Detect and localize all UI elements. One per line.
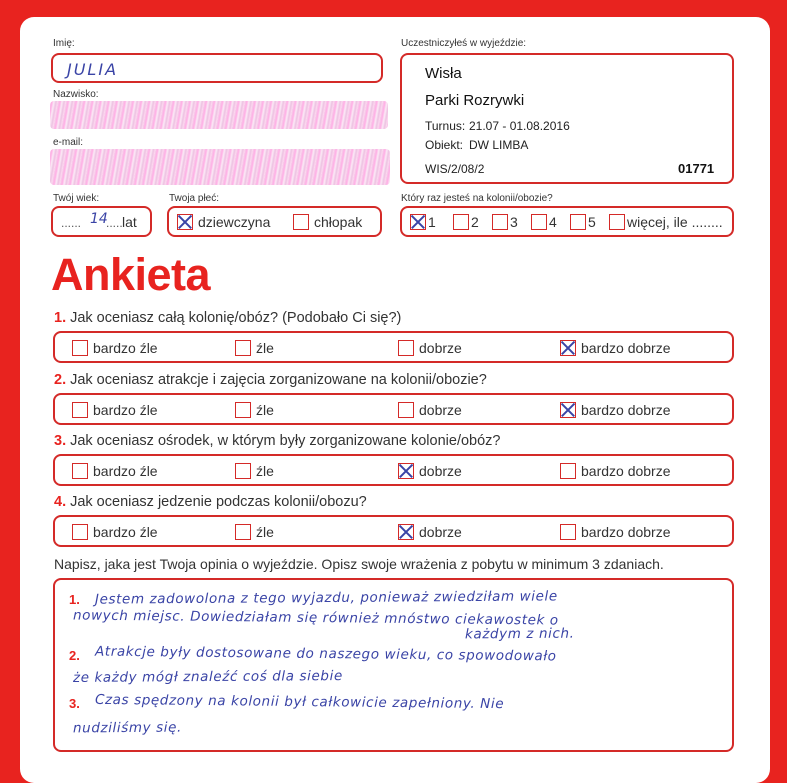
checkbox-times-5[interactable] bbox=[570, 214, 586, 230]
checkbox-times-1[interactable] bbox=[410, 214, 426, 230]
q2-checkbox-dobrze[interactable] bbox=[398, 402, 414, 418]
name-field[interactable] bbox=[51, 53, 383, 83]
opinion-line-number: 2. bbox=[69, 648, 80, 663]
opinion-line-text: Jestem zadowolona z tego wyjazdu, ponieważ zwiedziłam wiele bbox=[94, 588, 558, 608]
opinion-prompt: Napisz, jaka jest Twoja opinia o wyjeździe. Opisz swoje wrażenia z pobytu w minimum 3 zdaniach. bbox=[54, 556, 664, 572]
q2-option-bardzo-zle[interactable] bbox=[72, 401, 158, 419]
q2-checkbox-bardzo-zle[interactable] bbox=[72, 402, 88, 418]
age-dots-right: ..... bbox=[106, 216, 123, 230]
q4-option-zle[interactable] bbox=[235, 523, 274, 541]
q2-option-label: bardzo dobrze bbox=[581, 401, 671, 418]
q1-checkbox-bardzo-dobrze[interactable] bbox=[560, 340, 576, 356]
q2-option-zle[interactable] bbox=[235, 401, 274, 419]
gender-option-girl-label: dziewczyna bbox=[198, 213, 271, 230]
q3-checkbox-zle[interactable] bbox=[235, 463, 251, 479]
q3-checkbox-bardzo-dobrze[interactable] bbox=[560, 463, 576, 479]
question-4 bbox=[54, 494, 367, 510]
trip-name: Parki Rozrywki bbox=[425, 92, 525, 109]
q1-option-bardzo-zle[interactable] bbox=[72, 339, 158, 357]
q1-option-bardzo-dobrze[interactable] bbox=[560, 339, 671, 357]
surname-label: Nazwisko: bbox=[53, 89, 99, 100]
q3-option-label: źle bbox=[256, 462, 274, 479]
q1-option-label: dobrze bbox=[419, 339, 462, 356]
trip-number: 01771 bbox=[678, 161, 715, 176]
q4-checkbox-dobrze[interactable] bbox=[398, 524, 414, 540]
times-option-4-label: 4 bbox=[549, 213, 557, 230]
question-4-options bbox=[53, 515, 734, 547]
question-1 bbox=[54, 310, 401, 326]
q2-checkbox-bardzo-dobrze[interactable] bbox=[560, 402, 576, 418]
question-1-text: Jak oceniasz całą kolonię/obóz? (Podobało Ci się?) bbox=[70, 310, 402, 326]
age-label: Twój wiek: bbox=[53, 193, 100, 204]
gender-field bbox=[167, 206, 382, 237]
q3-option-zle[interactable] bbox=[235, 462, 274, 480]
survey-sheet bbox=[20, 17, 770, 783]
question-1-number: 1. bbox=[54, 310, 67, 326]
q3-option-bardzo-dobrze[interactable] bbox=[560, 462, 671, 480]
times-option-more-label: więcej, ile ........ bbox=[627, 213, 723, 230]
gender-option-boy-label: chłopak bbox=[314, 213, 363, 230]
q1-option-zle[interactable] bbox=[235, 339, 274, 357]
question-1-options bbox=[53, 331, 734, 363]
question-2-number: 2. bbox=[54, 372, 67, 388]
age-value: 14 bbox=[90, 211, 108, 227]
gender-option-boy[interactable] bbox=[293, 213, 362, 231]
question-3 bbox=[54, 433, 500, 449]
q1-option-label: źle bbox=[256, 339, 274, 356]
age-dots-left: ...... bbox=[61, 216, 82, 230]
q4-checkbox-bardzo-zle[interactable] bbox=[72, 524, 88, 540]
q4-checkbox-bardzo-dobrze[interactable] bbox=[560, 524, 576, 540]
opinion-line-text: nudziliśmy się. bbox=[72, 719, 182, 737]
q2-option-dobrze[interactable] bbox=[398, 401, 462, 419]
q4-option-bardzo-zle[interactable] bbox=[72, 523, 158, 541]
gender-option-girl[interactable] bbox=[177, 213, 270, 231]
turnus-value: 21.07 - 01.08.2016 bbox=[469, 119, 570, 133]
times-option-2[interactable] bbox=[453, 213, 479, 231]
q3-checkbox-dobrze[interactable] bbox=[398, 463, 414, 479]
trip-place: Wisła bbox=[425, 65, 462, 82]
checkbox-times-more[interactable] bbox=[609, 214, 625, 230]
q4-option-dobrze[interactable] bbox=[398, 523, 462, 541]
name-label: Imię: bbox=[53, 38, 75, 49]
name-value: JULIA bbox=[67, 60, 119, 79]
checkbox-times-2[interactable] bbox=[453, 214, 469, 230]
q2-checkbox-zle[interactable] bbox=[235, 402, 251, 418]
q3-option-label: dobrze bbox=[419, 462, 462, 479]
gender-label: Twoja płeć: bbox=[169, 193, 220, 204]
opinion-line-text: każdym z nich. bbox=[464, 625, 575, 643]
times-option-3[interactable] bbox=[492, 213, 518, 231]
opinion-line-number: 1. bbox=[69, 592, 80, 607]
opinion-line-text: że każdy mógł znaleźć coś dla siebie bbox=[72, 668, 343, 686]
times-option-1-label: 1 bbox=[428, 213, 436, 230]
times-option-5-label: 5 bbox=[588, 213, 596, 230]
times-option-3-label: 3 bbox=[510, 213, 518, 230]
checkbox-boy[interactable] bbox=[293, 214, 309, 230]
q4-option-label: źle bbox=[256, 523, 274, 540]
trip-label: Uczestniczyłeś w wyjeździe: bbox=[401, 38, 527, 49]
times-label: Który raz jesteś na kolonii/obozie? bbox=[401, 193, 553, 204]
question-2-options bbox=[53, 393, 734, 425]
opinion-line-number: 3. bbox=[69, 696, 80, 711]
email-label: e-mail: bbox=[53, 137, 84, 148]
checkbox-times-3[interactable] bbox=[492, 214, 508, 230]
q2-option-bardzo-dobrze[interactable] bbox=[560, 401, 671, 419]
q4-option-label: dobrze bbox=[419, 523, 462, 540]
question-2 bbox=[54, 372, 487, 388]
times-option-2-label: 2 bbox=[471, 213, 479, 230]
obiekt-label: Obiekt: bbox=[425, 138, 464, 152]
q1-option-label: bardzo źle bbox=[93, 339, 158, 356]
q3-option-label: bardzo dobrze bbox=[581, 462, 671, 479]
q3-option-label: bardzo źle bbox=[93, 462, 158, 479]
checkbox-times-4[interactable] bbox=[531, 214, 547, 230]
question-2-text: Jak oceniasz atrakcje i zajęcia zorganizowane na kolonii/obozie? bbox=[70, 372, 487, 388]
opinion-line-text: Atrakcje były dostosowane do naszego wieku, co spowodowało bbox=[94, 643, 557, 665]
times-option-4[interactable] bbox=[531, 213, 557, 231]
q2-option-label: dobrze bbox=[419, 401, 462, 418]
times-option-5[interactable] bbox=[570, 213, 596, 231]
age-unit: lat bbox=[122, 214, 137, 230]
trip-code: WIS/2/08/2 bbox=[425, 162, 485, 176]
times-option-more[interactable] bbox=[609, 213, 723, 231]
times-field bbox=[400, 206, 734, 237]
times-option-1[interactable] bbox=[410, 213, 436, 231]
q4-checkbox-zle[interactable] bbox=[235, 524, 251, 540]
q1-option-dobrze[interactable] bbox=[398, 339, 462, 357]
q4-option-label: bardzo dobrze bbox=[581, 523, 671, 540]
turnus-label: Turnus: bbox=[425, 119, 466, 133]
opinion-line-text: nowych miejsc. Dowiedziałam się również mnóstwo ciekawostek o bbox=[72, 607, 559, 629]
age-field[interactable] bbox=[51, 206, 152, 237]
q4-option-label: bardzo źle bbox=[93, 523, 158, 540]
q4-option-bardzo-dobrze[interactable] bbox=[560, 523, 671, 541]
q3-option-bardzo-zle[interactable] bbox=[72, 462, 158, 480]
trip-box bbox=[400, 53, 734, 184]
question-4-text: Jak oceniasz jedzenie podczas kolonii/obozu? bbox=[70, 494, 367, 510]
q2-option-label: bardzo źle bbox=[93, 401, 158, 418]
question-3-text: Jak oceniasz ośrodek, w którym były zorganizowane kolonie/obóz? bbox=[70, 433, 501, 449]
opinion-field[interactable] bbox=[53, 578, 734, 752]
q1-checkbox-zle[interactable] bbox=[235, 340, 251, 356]
redacted-email bbox=[50, 149, 390, 185]
opinion-line-text: Czas spędzony na kolonii był całkowicie zapełniony. Nie bbox=[94, 691, 505, 713]
q2-option-label: źle bbox=[256, 401, 274, 418]
question-3-options bbox=[53, 454, 734, 486]
question-4-number: 4. bbox=[54, 494, 67, 510]
checkbox-girl[interactable] bbox=[177, 214, 193, 230]
q3-option-dobrze[interactable] bbox=[398, 462, 462, 480]
question-3-number: 3. bbox=[54, 433, 67, 449]
q1-checkbox-bardzo-zle[interactable] bbox=[72, 340, 88, 356]
q1-option-label: bardzo dobrze bbox=[581, 339, 671, 356]
survey-title: Ankieta bbox=[51, 249, 211, 300]
q3-checkbox-bardzo-zle[interactable] bbox=[72, 463, 88, 479]
q1-checkbox-dobrze[interactable] bbox=[398, 340, 414, 356]
obiekt-value: DW LIMBA bbox=[469, 138, 529, 152]
redacted-surname bbox=[50, 101, 388, 129]
